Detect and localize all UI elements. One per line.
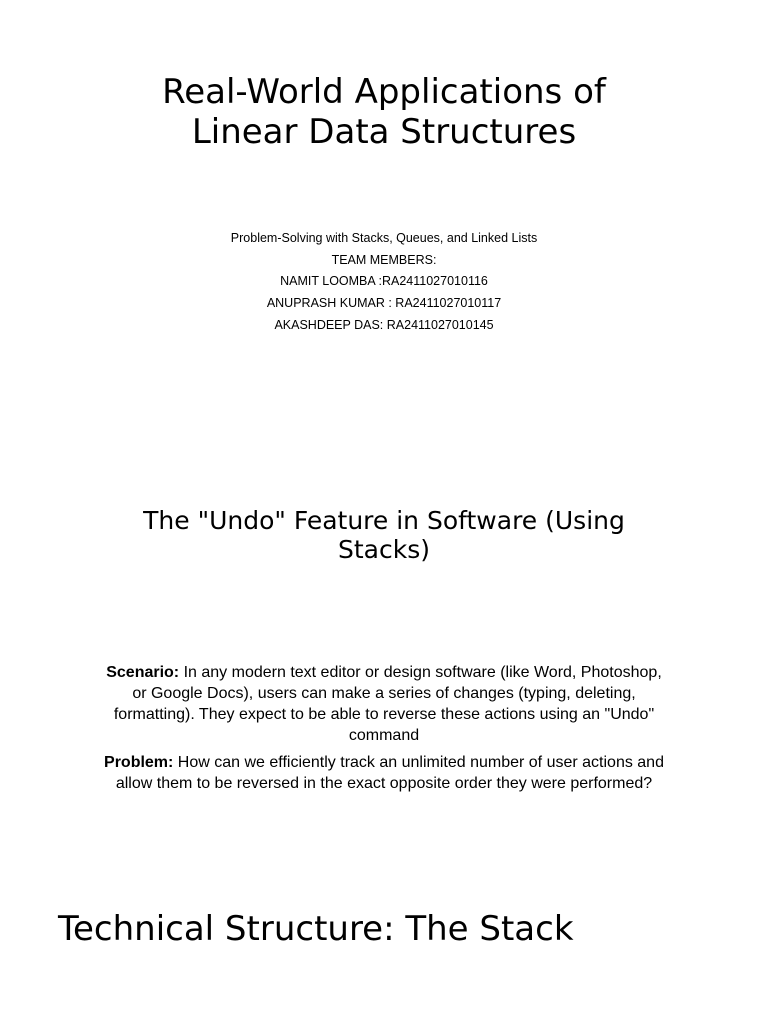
team-member: AKASHDEEP DAS: RA2411027010145 bbox=[274, 317, 494, 332]
title-line-2: Linear Data Structures bbox=[191, 112, 577, 152]
subtitle-block bbox=[0, 228, 768, 337]
problem-label: Problem: bbox=[104, 754, 174, 771]
team-heading: TEAM MEMBERS: bbox=[331, 252, 437, 267]
problem-text: How can we efficiently track an unlimited number of user actions and allow them to be reversed in the exact opposite order they were performed? bbox=[115, 754, 664, 792]
slide-title-stack: Technical Structure: The Stack bbox=[58, 909, 574, 949]
subtitle: Problem-Solving with Stacks, Queues, and Linked Lists bbox=[230, 231, 538, 245]
team-member: NAMIT LOOMBA :RA2411027010116 bbox=[280, 274, 488, 289]
team-member: ANUPRASH KUMAR : RA2411027010117 bbox=[266, 296, 502, 311]
slide-title-applications bbox=[0, 72, 768, 152]
slide-title-undo bbox=[0, 506, 768, 564]
title-line-2: Stacks) bbox=[338, 535, 430, 564]
title-line-1: The "Undo" Feature in Software (Using bbox=[143, 506, 625, 535]
scenario-label: Scenario: bbox=[106, 664, 180, 681]
scenario-text: In any modern text editor or design software (like Word, Photoshop, or Google Docs), users can make a series of changes (typing, deleting, formatting). They expect to be able to reverse these actions using an "Undo" command bbox=[113, 664, 662, 744]
scenario-problem-block bbox=[100, 662, 668, 800]
title-line-1: Real-World Applications of bbox=[162, 72, 606, 112]
problem-paragraph bbox=[100, 752, 668, 794]
scenario-paragraph bbox=[100, 662, 668, 746]
